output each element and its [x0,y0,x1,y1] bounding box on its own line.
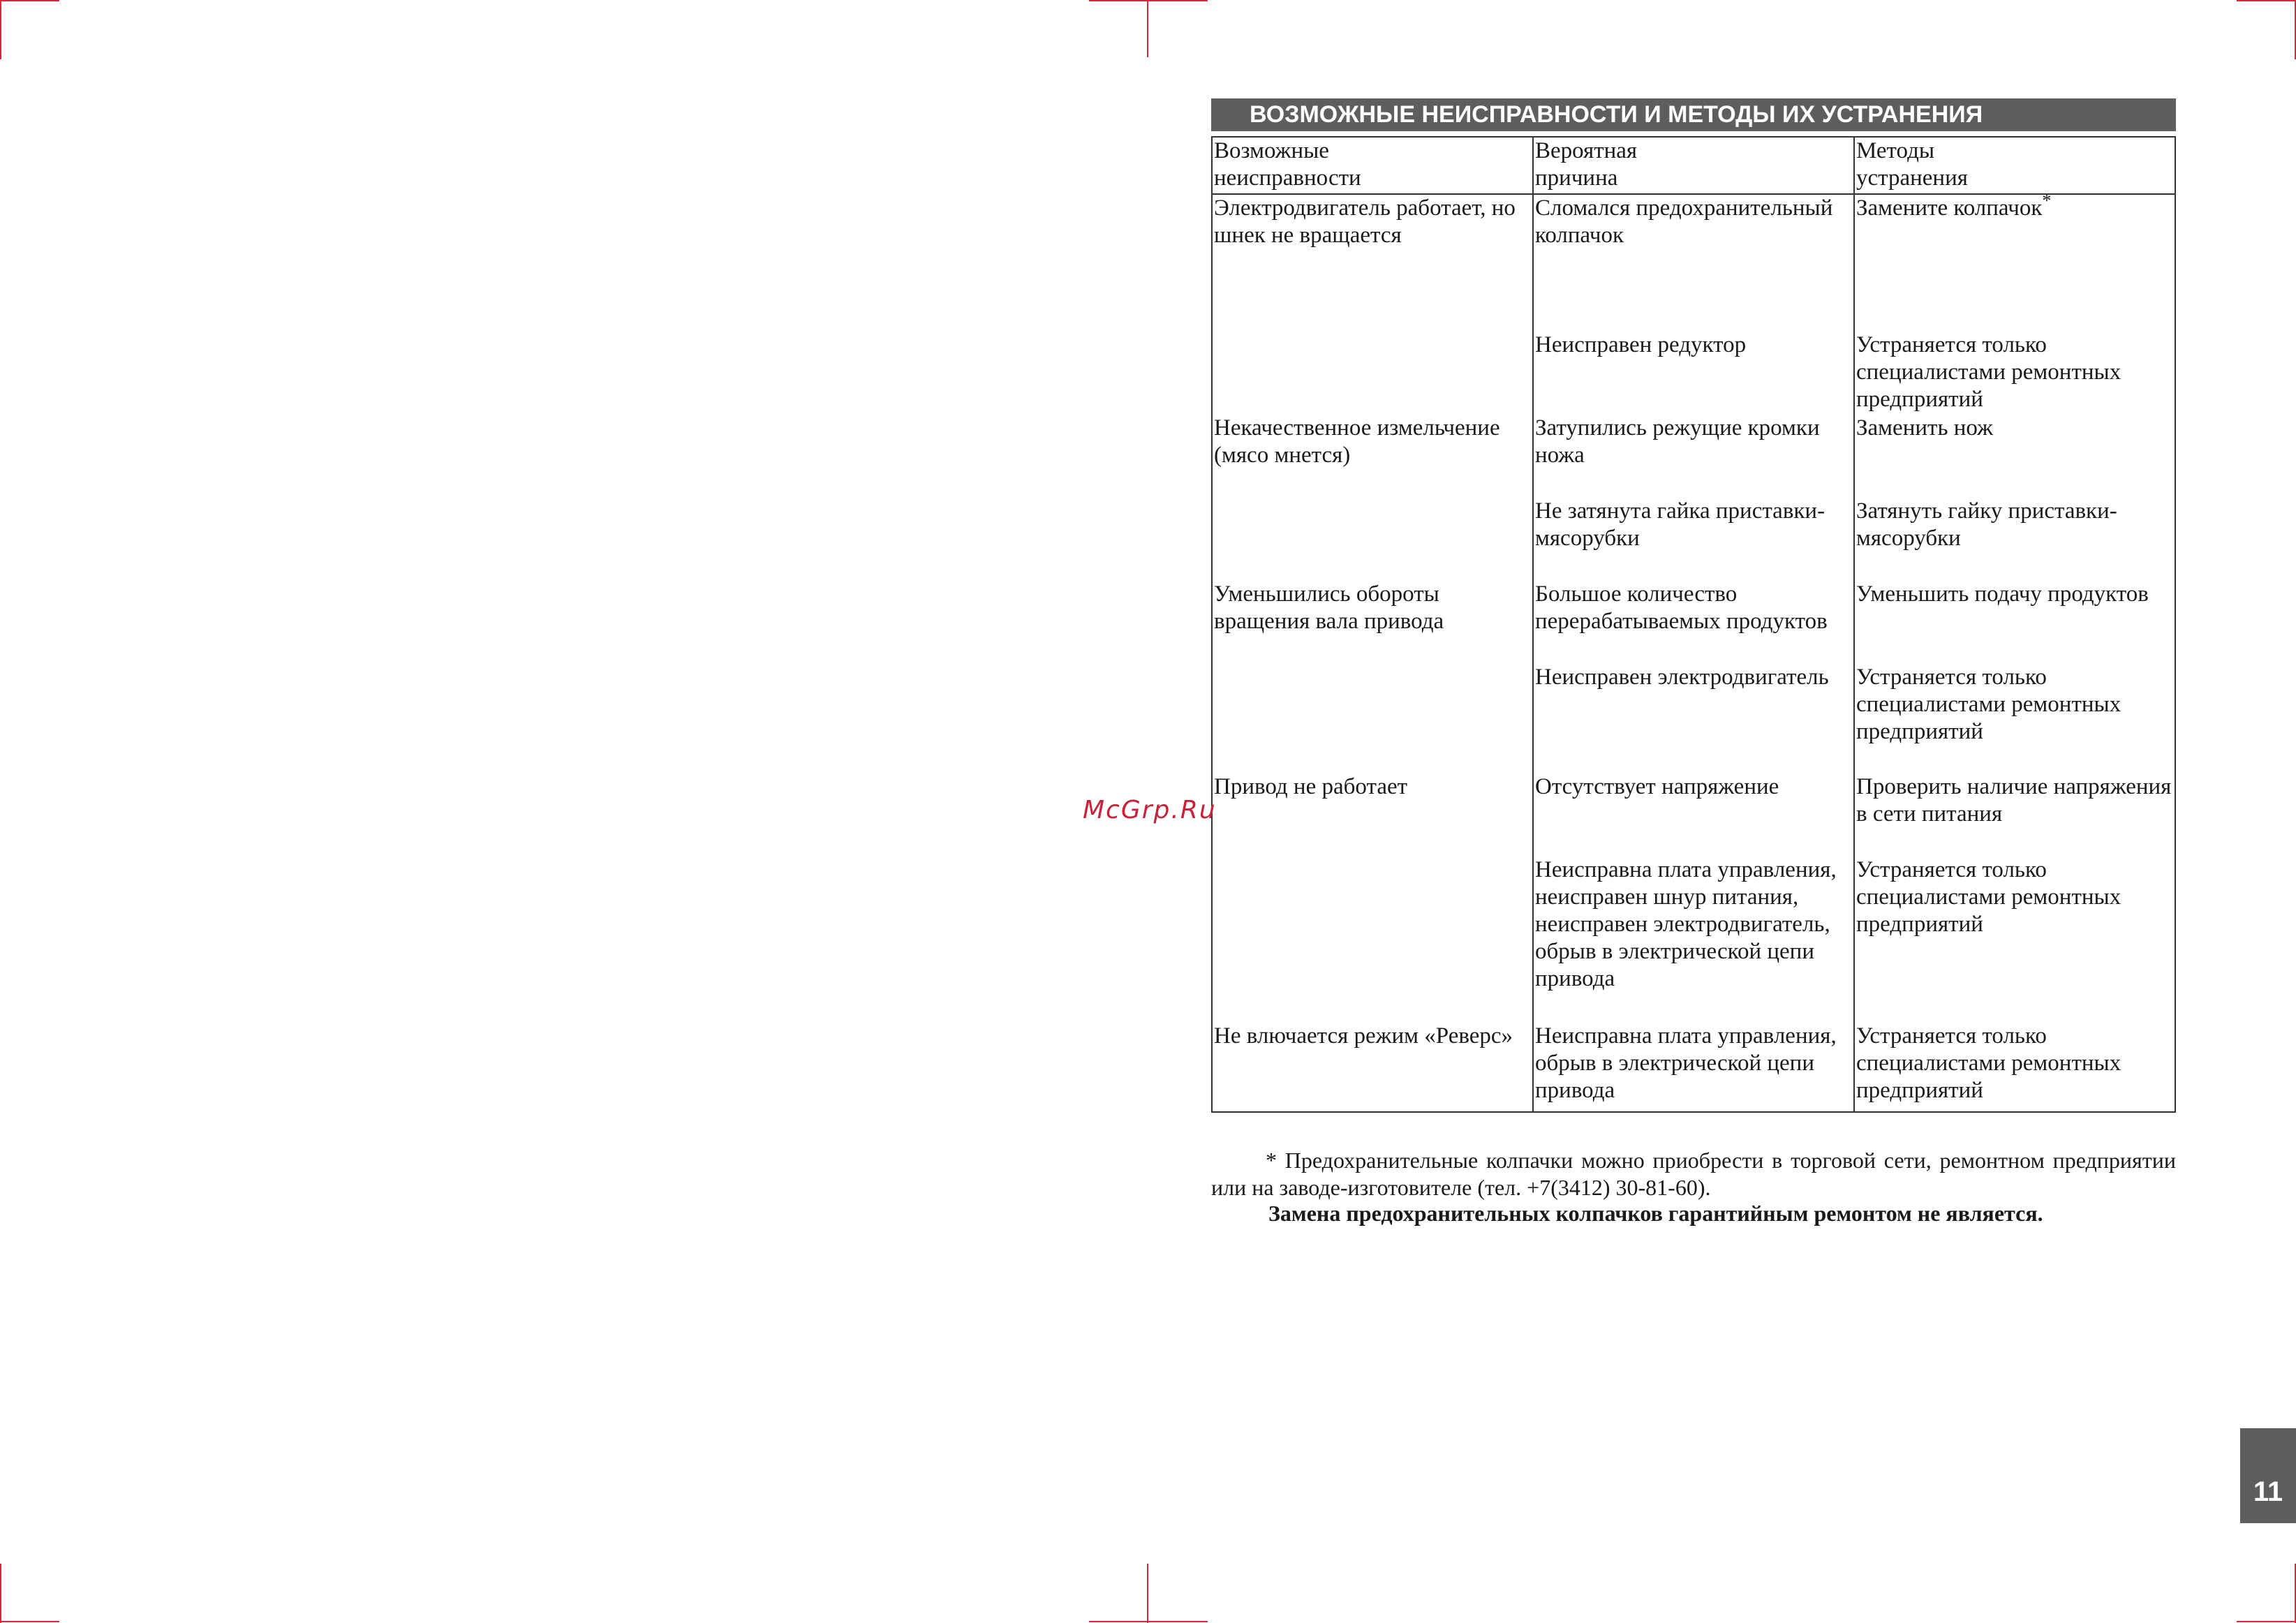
fault-cell [1212,332,1533,415]
crop-mark [1089,0,1208,1]
remedy-cell: Проверить наличие напряжения в сети питания [1854,773,2175,857]
table-header-row [1212,137,2175,194]
cause-cell: Неисправен редуктор [1533,332,1854,415]
remedy-cell: Затянуть гайку приставки-мясорубки [1854,498,2175,581]
table-row [1212,857,2175,1023]
page-number: 11 [2240,1428,2296,1523]
fault-cell: Не влючается режим «Реверс» [1212,1023,1533,1112]
remedy-cell: Замените колпачок* [1854,194,2175,332]
crop-mark [1147,0,1148,57]
table-row [1212,1023,2175,1112]
fault-cell [1212,498,1533,581]
table-row [1212,581,2175,664]
section-title: ВОЗМОЖНЫЕ НЕИСПРАВНОСТИ И МЕТОДЫ ИХ УСТРАНЕНИЯ [1211,98,2176,131]
troubleshooting-table [1211,136,2176,1113]
cause-cell: Затупились режущие кромки ножа [1533,415,1854,498]
fault-cell: Привод не работает [1212,773,1533,857]
crop-mark [1089,1621,1208,1622]
table-row [1212,332,2175,415]
cause-cell: Не затянута гайка приставки-мясорубки [1533,498,1854,581]
footnote-mark: * [2042,191,2052,211]
remedy-cell: Устраняется только специалистами ремонтных предприятий [1854,664,2175,773]
remedy-cell: Заменить нож [1854,415,2175,498]
remedy-cell: Уменьшить подачу продуктов [1854,581,2175,664]
crop-mark [1147,1564,1148,1623]
cause-cell: Сломался предохранительный колпачок [1533,194,1854,332]
warranty-note: Замена предохранительных колпачков гарантийным ремонтом не является. [1268,1201,2043,1226]
table-row [1212,194,2175,332]
column-header-faults: Возможные неисправности [1212,137,1533,194]
remedy-cell: Устраняется только специалистами ремонтных предприятий [1854,1023,2175,1112]
crop-mark [2237,0,2296,1]
column-header-remedy: Методы устранения [1854,137,2175,194]
watermark: McGrp.Ru [1083,796,1217,824]
table-row [1212,664,2175,773]
table-row [1212,773,2175,857]
cause-cell: Неисправна плата управления, обрыв в электрической цепи привода [1533,1023,1854,1112]
crop-mark [0,1564,1,1623]
crop-mark [0,1621,59,1622]
fault-cell [1212,857,1533,1023]
cause-cell: Неисправна плата управления, неисправен шнур питания, неисправен электродвигатель, обрыв в электрической цепи привода [1533,857,1854,1023]
cause-cell: Отсутствует напряжение [1533,773,1854,857]
footnote: * Предохранительные колпачки можно приобрести в торговой сети, ремонтном предприятии или на заводе-изготовителе (тел. +7(3412) 30-81-60). [1211,1148,2176,1200]
table-row [1212,415,2175,498]
remedy-cell: Устраняется только специалистами ремонтных предприятий [1854,857,2175,1023]
fault-cell: Уменьшились обороты вращения вала привода [1212,581,1533,664]
cause-cell: Неисправен электродвигатель [1533,664,1854,773]
crop-mark [2237,1621,2296,1622]
table-row [1212,498,2175,581]
remedy-cell: Устраняется только специалистами ремонтных предприятий [1854,332,2175,415]
fault-cell: Электродвигатель работает, но шнек не вращается [1212,194,1533,332]
crop-mark [0,0,59,1]
fault-cell: Некачественное измельчение (мясо мнется) [1212,415,1533,498]
cause-cell: Большое количество перерабатываемых продуктов [1533,581,1854,664]
fault-cell [1212,664,1533,773]
crop-mark [0,0,1,59]
column-header-cause: Вероятная причина [1533,137,1854,194]
